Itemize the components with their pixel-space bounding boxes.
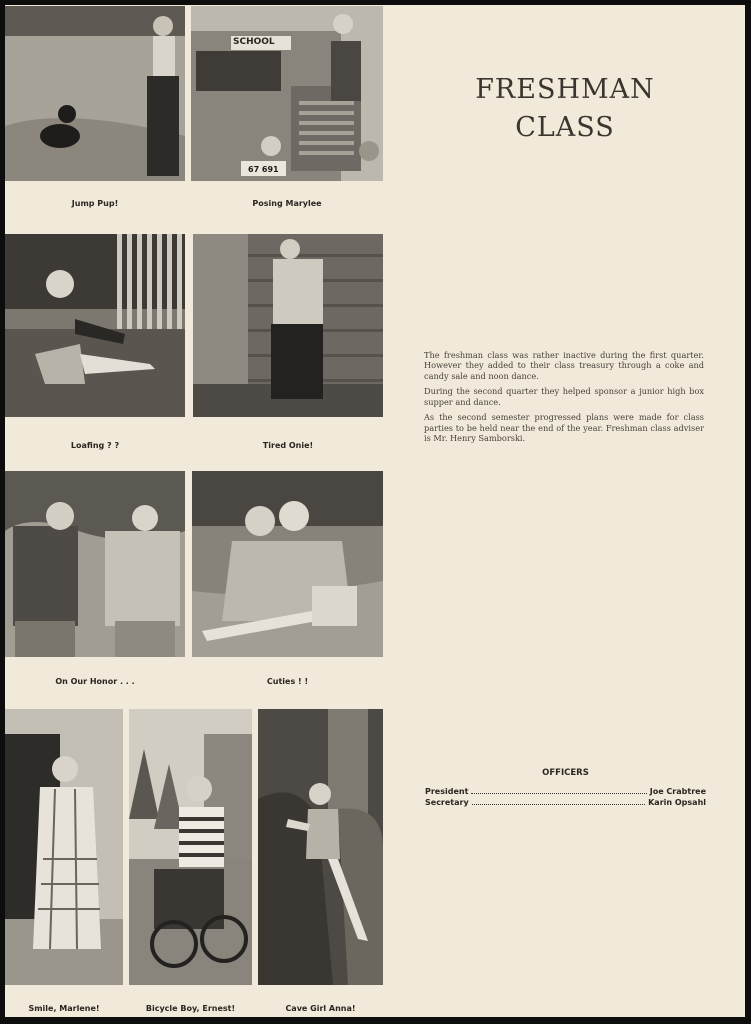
paragraph: The freshman class was rather inactive during the first quarter. However they added to their class treasury through a coke and candy sale and noon dance. [424,350,704,381]
caption-tired-onie: Tired Onie! [262,441,314,450]
officers-heading: OFFICERS [542,768,589,778]
officer-name: Joe Crabtree [649,787,706,796]
officer-role: President [425,787,469,796]
officer-role: Secretary [425,798,469,807]
caption-bicycle-boy: Bicycle Boy, Ernest! [145,1004,236,1013]
caption-posing-marylee: Posing Marylee [252,199,322,208]
photo-posing-marylee [191,6,383,181]
officer-row [425,787,706,796]
caption-cave-girl-anna: Cave Girl Anna! [285,1004,356,1013]
caption-smile-marlene: Smile, Marlene! [28,1004,100,1013]
caption-loafing: Loafing ? ? [70,441,120,450]
paragraph: During the second quarter they helped sponsor a junior high box supper and dance. [424,386,704,407]
class-description [424,350,704,449]
leader-dots [471,793,646,794]
page-title [445,71,685,147]
photo-cuties [192,471,383,657]
photo-jump-pup [5,6,185,181]
caption-cuties: Cuties ! ! [266,677,309,686]
photo-on-our-honor [5,471,185,657]
bus-sign-text: SCHOOL [233,37,275,47]
photo-tired-onie [193,234,383,417]
leader-dots [472,804,645,805]
caption-on-our-honor: On Our Honor . . . [55,677,135,686]
photo-loafing [5,234,185,417]
license-plate-text: 67 691 [248,165,279,174]
yearbook-page [5,5,745,1017]
photo-cave-girl-anna [258,709,383,985]
photo-bicycle-boy [129,709,252,985]
caption-jump-pup: Jump Pup! [71,199,119,208]
officer-name: Karin Opsahl [648,798,706,807]
photo-smile-marlene [5,709,123,985]
officer-row [425,798,706,807]
title-line-2: CLASS [515,112,615,143]
title-line-1: FRESHMAN [475,74,655,105]
paragraph: As the second semester progressed plans were made for class parties to be held near the end of the year. Freshman class adviser is Mr. Henry Samborski. [424,412,704,444]
